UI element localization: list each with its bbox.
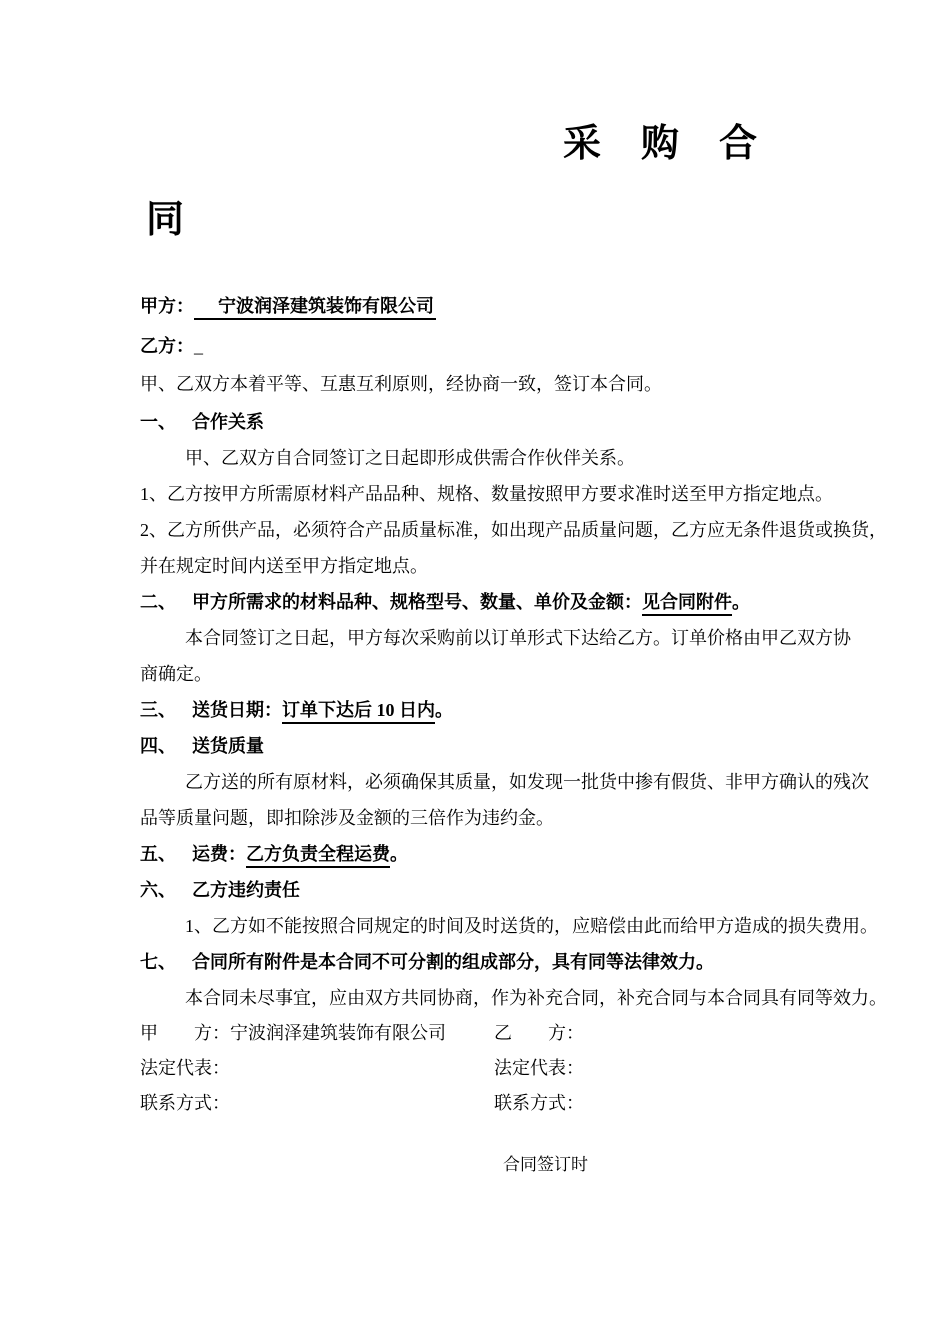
legal-rep-a-label: 法定代表：	[140, 1058, 230, 1078]
contact-a-label: 联系方式：	[140, 1093, 230, 1113]
signature-party-b-label: 乙 方：	[494, 1023, 584, 1043]
document-title-line-2: 同	[146, 199, 185, 241]
section-4-title: 送货质量	[192, 736, 264, 756]
section-6-title: 乙方违约责任	[192, 880, 300, 900]
section-7-heading	[140, 944, 840, 980]
section-4-body-line-2: 品等质量问题，即扣除涉及金额的三倍作为违约金。	[140, 808, 554, 828]
section-2-number: 二、	[140, 592, 176, 612]
section-1-heading	[140, 404, 840, 440]
section-5-heading	[140, 836, 840, 872]
section-6-number: 六、	[140, 880, 176, 900]
party-a-label: 甲方：	[140, 296, 194, 316]
section-2-body-line-2: 商确定。	[140, 664, 212, 684]
party-b-line	[140, 328, 840, 364]
section-5-title: 运费：	[192, 844, 246, 864]
section-4-body-line-1: 乙方送的所有原材料，必须确保其质量，如发现一批货中掺有假货、非甲方确认的残次	[185, 772, 869, 792]
section-1-item-1: 1、乙方按甲方所需原材料产品品种、规格、数量按照甲方要求准时送至甲方指定地点。	[140, 484, 833, 504]
party-a-line	[140, 288, 840, 324]
section-1-intro: 甲、乙双方自合同签订之日起即形成供需合作伙伴关系。	[185, 448, 635, 468]
section-5-underlined-phrase: 乙方负责全程运费	[246, 843, 390, 868]
section-7-number: 七、	[140, 952, 176, 972]
document-title-line-1: 采购合	[563, 123, 798, 165]
section-4-number: 四、	[140, 736, 176, 756]
section-3-title: 送货日期：	[192, 700, 282, 720]
section-6-item-1: 1、乙方如不能按照合同规定的时间及时送货的，应赔偿由此而给甲方造成的损失费用。	[185, 916, 878, 936]
section-1-title: 合作关系	[192, 412, 264, 432]
section-3-number: 三、	[140, 700, 176, 720]
section-5-period: 。	[390, 844, 408, 864]
party-b-label: 乙方：	[140, 336, 194, 356]
signature-party-a-name: 宁波润泽建筑装饰有限公司	[230, 1023, 446, 1043]
signature-party-a	[140, 1016, 494, 1051]
section-3-heading	[140, 692, 840, 728]
section-7-title: 合同所有附件是本合同不可分割的组成部分，具有同等法律效力。	[192, 952, 714, 972]
section-1-item-2-line-1: 2、乙方所供产品，必须符合产品质量标准，如出现产品质量问题，乙方应无条件退货或换货，	[140, 520, 887, 540]
section-3-period: 。	[435, 700, 453, 720]
section-1-number: 一、	[140, 412, 176, 432]
section-2-heading	[140, 584, 840, 620]
section-2-body-line-1: 本合同签订之日起，甲方每次采购前以订单形式下达给乙方。订单价格由甲乙双方协	[185, 628, 851, 648]
signature-row-contact	[140, 1086, 840, 1121]
section-4-heading	[140, 728, 840, 764]
party-a-name: 宁波润泽建筑装饰有限公司	[194, 295, 436, 320]
section-3-underlined-phrase: 订单下达后 10 日内	[282, 699, 435, 724]
section-5-number: 五、	[140, 844, 176, 864]
contact-b-label: 联系方式：	[494, 1093, 584, 1113]
footer-signing-time: 合同签订时	[503, 1155, 588, 1174]
signature-row-legal-rep	[140, 1051, 840, 1086]
signature-row-parties	[140, 1016, 840, 1051]
legal-rep-b-label: 法定代表：	[494, 1058, 584, 1078]
party-b-blank: _	[194, 336, 203, 356]
section-6-heading	[140, 872, 840, 908]
signature-party-a-label: 甲 方：	[140, 1023, 230, 1043]
section-2-underlined-phrase: 见合同附件	[642, 591, 732, 616]
preamble: 甲、乙双方本着平等、互惠互利原则，经协商一致，签订本合同。	[140, 374, 662, 394]
section-1-item-2-line-2: 并在规定时间内送至甲方指定地点。	[140, 556, 428, 576]
section-2-period: 。	[732, 592, 750, 612]
contract-content	[0, 106, 950, 1183]
section-7-body: 本合同未尽事宜，应由双方共同协商，作为补充合同，补充合同与本合同具有同等效力。	[185, 988, 887, 1008]
section-2-title: 甲方所需求的材料品种、规格型号、数量、单价及金额：	[192, 592, 642, 612]
